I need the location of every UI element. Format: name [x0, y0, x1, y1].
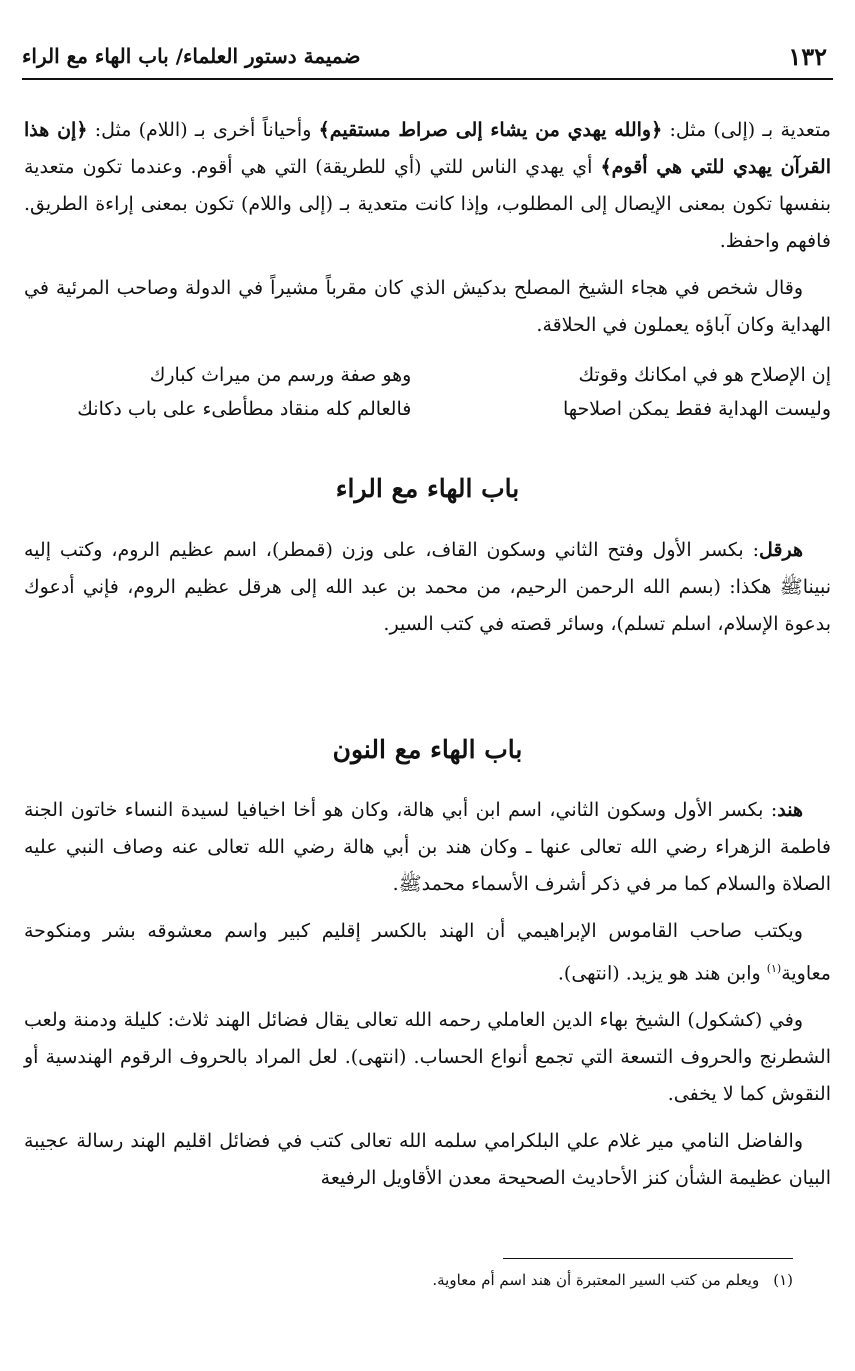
entry-heraclius	[24, 532, 831, 643]
hemistich-first: وليست الهداية فقط يمكن اصلاحها	[562, 398, 831, 420]
quran-quote-2: ﴿إن هذا القرآن يهدي للتي هي أقوم﴾	[24, 119, 832, 178]
intro-block	[24, 112, 831, 354]
footnote-ref[interactable]: (١)	[766, 962, 782, 975]
section-ha-ra-body	[24, 532, 831, 653]
headword: هرقل	[759, 539, 803, 561]
section-ha-nun-body	[24, 792, 831, 1207]
footnote-text: ويعلم من كتب السير المعتبرة أن هند اسم أم معاوية.	[432, 1271, 760, 1289]
section-title-ha-nun: باب الهاء مع النون	[332, 735, 523, 764]
hemistich-second: وهو صفة ورسم من ميراث كبارك	[149, 364, 412, 386]
page-number: ١٣٢	[788, 42, 827, 71]
intro-text-a: متعدية بـ (إلى) مثل:	[662, 119, 831, 141]
intro-paragraph-2: وقال شخص في هجاء الشيخ المصلح بدكيش الذي كان مقرباً مشيراً في الدولة وصاحب المرئية في الهداية وكان آباؤه يعملون في الحلاقة.	[24, 277, 831, 336]
page-header	[22, 38, 833, 80]
paragraph-bilgrami: والفاضل النامي مير غلام علي البلكرامي سلمه الله تعالى كتب في فضائل اقليم الهند رسالة عجيبة البيان عظيمة الشأن كنز الأحاديث الصحيحة معدن الأقاويل الرفيعة	[24, 1130, 831, 1190]
entry-text: : بكسر الأول وفتح الثاني وسكون القاف، على وزن (قمطر)، اسم عظيم الروم، وكتب إليه نبيناﷺ هكذا: (بسم الله الرحمن الرحيم، من محمد بن عبد الله إلى هرقل عظيم الروم، فإني أدعوك بدعوة الإسلام، اسلم تسلم)، وسائر قصته في كتب السير.	[24, 539, 831, 635]
poem-verse	[24, 392, 831, 426]
paragraph-text: وابن هند هو يزيد. (انتهى).	[557, 962, 767, 985]
footnote-marker: (١)	[773, 1271, 793, 1289]
paragraph-text: ويكتب صاحب القاموس الإبراهيمي أن الهند بالكسر إقليم كبير واسم معشوقه بشر ومنكوحة معاوية	[24, 920, 831, 985]
quran-quote-1: ﴿والله يهدي من يشاء إلى صراط مستقيم﴾	[318, 119, 663, 141]
intro-text-b: وأحياناً أخرى بـ (اللام) مثل:	[87, 119, 319, 141]
intro-text-c: أي يهدي الناس للتي (أي للطريقة) التي هي أقوم. وعندما تكون متعدية بنفسها تكون بمعنى الإيصال إلى المطلوب، وإذا كانت متعدية بـ (إلى واللام) تكون بمعنى إراءة الطريق. فافهم واحفظ.	[24, 156, 831, 252]
poem-verse	[24, 358, 831, 392]
footnote	[24, 1271, 793, 1289]
entry-text: : بكسر الأول وسكون الثاني، اسم ابن أبي هالة، وكان هو أخا اخيافيا لسيدة النساء خاتون الجنة فاطمة الزهراء رضي الله تعالى عنها ـ وكان هند بن أبي هالة رضي الله تعالى عنه وصاف النبي عليه الصلاة والسلام كما مر في ذكر أشرف الأسماء محمدﷺ.	[24, 799, 831, 895]
running-title: ضميمة دستور العلماء/ باب الهاء مع الراء	[22, 44, 361, 68]
hemistich-first: إن الإصلاح هو في امكانك وقوتك	[578, 364, 831, 386]
paragraph-kashkul: وفي (كشكول) الشيخ بهاء الدين العاملي رحمه الله تعالى يقال فضائل الهند ثلاث: كليلة ودمنة ولعب الشطرنج والحروف التسعة التي تجمع أنواع الحساب. (انتهى). لعل المراد بالحروف الرقوم الهندسية أو النقوش كما لا يخفى.	[24, 1009, 831, 1106]
paragraph-qamus	[24, 913, 831, 992]
poem	[24, 358, 831, 426]
hemistich-second: فالعالم كله منقاد مطأطىء على باب دكانك	[77, 398, 412, 420]
entry-hind	[24, 792, 831, 903]
intro-paragraph-1	[24, 112, 831, 260]
section-title-ha-ra: باب الهاء مع الراء	[335, 474, 520, 503]
headword: هند	[777, 799, 803, 821]
footnote-divider	[503, 1258, 793, 1259]
